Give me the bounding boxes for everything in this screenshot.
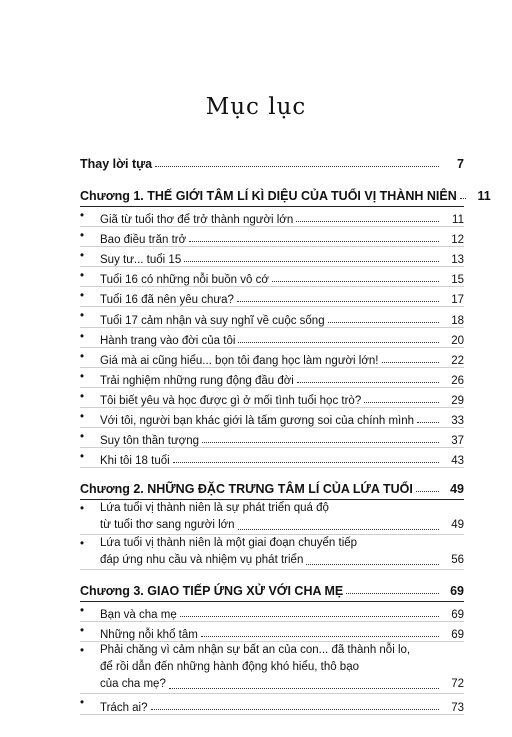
toc-entry[interactable] <box>80 642 464 694</box>
toc-entry[interactable] <box>80 328 464 348</box>
dot-leader <box>151 709 439 710</box>
entry-text: Với tôi, người bạn khác giới là tấm gương soi của chính mình <box>100 415 415 428</box>
dot-leader <box>417 422 439 423</box>
entry-page: 56 <box>451 554 464 567</box>
dot-leader <box>180 616 439 617</box>
entry-page: 12 <box>451 234 464 247</box>
toc-title: Mục lục <box>205 94 307 120</box>
dot-leader <box>189 241 439 242</box>
entry-page: 26 <box>451 374 464 387</box>
bullet-icon: • <box>80 451 85 464</box>
entry-page: 17 <box>451 294 464 307</box>
dot-leader <box>460 198 466 199</box>
entry-text: Giã từ tuổi thơ để trở thành người lớn <box>100 214 294 227</box>
dot-leader <box>306 564 439 565</box>
toc-entry[interactable] <box>80 307 464 327</box>
dot-leader <box>416 491 439 492</box>
dot-leader <box>169 688 439 689</box>
dot-leader <box>155 166 439 167</box>
preface-label: Thay lời tựa <box>80 157 153 171</box>
entry-page: 33 <box>451 415 464 428</box>
dot-leader <box>237 301 439 302</box>
dot-leader <box>346 593 439 594</box>
bullet-icon: • <box>80 290 85 303</box>
dot-leader <box>272 281 439 282</box>
entry-page: 22 <box>451 354 464 367</box>
chapter-page: 49 <box>450 482 464 497</box>
entry-text-line: từ tuổi thơ sang người lớn <box>100 519 235 532</box>
entry-text-line: Lứa tuổi vị thành niên là một giai đoạn chuyển tiếp <box>100 537 358 550</box>
toc-entry[interactable] <box>80 408 464 428</box>
entry-text: Khi tôi 18 tuổi <box>100 455 170 468</box>
entry-text: Suy tôn thần tượng <box>100 435 199 448</box>
toc-entry[interactable] <box>80 267 464 287</box>
entry-page: 11 <box>452 214 464 227</box>
toc-preface[interactable] <box>80 153 464 171</box>
toc-entry[interactable] <box>80 227 464 247</box>
bullet-icon: • <box>80 350 85 363</box>
entry-text-line: để rồi dẫn đến những hành động khó hiểu, thô bạo <box>100 661 359 674</box>
entry-text: Bạn và cha mẹ <box>100 609 177 622</box>
toc-entry[interactable] <box>80 622 464 642</box>
entry-page: 69 <box>451 609 464 622</box>
entry-page: 18 <box>451 314 464 327</box>
entry-page: 69 <box>451 629 464 642</box>
dot-leader <box>364 402 439 403</box>
dot-leader <box>382 362 440 363</box>
dot-leader <box>328 322 439 323</box>
dot-leader <box>238 529 439 530</box>
toc-entry[interactable] <box>80 694 464 714</box>
toc-entry[interactable] <box>80 500 464 535</box>
bullet-icon: • <box>80 310 85 323</box>
toc-entry[interactable] <box>80 602 464 622</box>
dot-leader <box>297 382 439 383</box>
entry-page: 13 <box>451 254 464 267</box>
entry-page: 43 <box>451 455 464 468</box>
chapters-list <box>80 185 491 715</box>
dot-leader <box>173 462 439 463</box>
entry-page: 37 <box>451 435 464 448</box>
entry-text: Giá mà ai cũng hiểu... bọn tôi đang học làm người lớn! <box>100 354 379 367</box>
entry-text: Hành trang vào đời của tôi <box>100 334 236 347</box>
chapter-2-heading[interactable] <box>80 478 464 500</box>
chapter-3-heading[interactable] <box>80 580 464 602</box>
entry-text: Tuổi 16 đã nên yêu chưa? <box>100 294 234 307</box>
preface-page: 7 <box>457 157 464 171</box>
chapter-1-heading[interactable] <box>80 185 491 207</box>
bullet-icon: • <box>80 210 85 222</box>
chapter-label: Chương 3. GIAO TIẾP ỨNG XỬ VỚI CHA MẸ <box>80 584 344 599</box>
dot-leader <box>238 342 439 343</box>
entry-text-line: đáp ứng nhu cầu và nhiệm vụ phát triển <box>100 554 304 567</box>
entry-page: 73 <box>451 701 464 714</box>
entry-text: Những nỗi khổ tâm <box>100 629 198 642</box>
toc-entry[interactable] <box>80 428 464 448</box>
entry-text-line: Phải chăng vì cảm nhận sự bất an của con... đã thành nỗi lo, <box>100 644 411 657</box>
chapter-page: 11 <box>477 189 491 203</box>
entry-text-line: của cha mẹ? <box>100 678 166 691</box>
entry-text: Tuổi 16 có những nỗi buồn vô cớ <box>100 274 269 287</box>
bullet-icon: • <box>80 230 85 243</box>
bullet-icon: • <box>80 503 85 516</box>
table-of-contents <box>80 147 491 715</box>
dot-leader <box>202 442 439 443</box>
toc-entry[interactable] <box>80 287 464 307</box>
entry-text: Bao điều trăn trở <box>100 234 187 247</box>
entry-text: Trách ai? <box>100 701 148 714</box>
entry-text: Trải nghiệm những rung động đầu đời <box>100 374 294 387</box>
entry-text: Tôi biết yêu và học được gì ở mối tình tuổi học trò? <box>100 394 362 407</box>
toc-entry[interactable] <box>80 247 464 267</box>
entry-text: Suy tư... tuổi 15 <box>100 254 182 267</box>
bullet-icon: • <box>80 390 85 403</box>
dot-leader <box>184 261 439 262</box>
toc-entry[interactable] <box>80 388 464 408</box>
bullet-icon: • <box>80 431 85 444</box>
bullet-icon: • <box>80 538 85 551</box>
bullet-icon: • <box>80 410 85 423</box>
chapter-page: 69 <box>450 584 464 599</box>
bullet-icon: • <box>80 645 85 658</box>
bullet-icon: • <box>80 370 85 383</box>
bullet-icon: • <box>80 697 85 710</box>
entry-page: 15 <box>451 274 464 287</box>
toc-entry[interactable] <box>80 368 464 388</box>
toc-entry[interactable] <box>80 207 464 227</box>
bullet-icon: • <box>80 270 85 283</box>
toc-entry[interactable] <box>80 448 464 468</box>
entry-page: 29 <box>451 394 464 407</box>
toc-entry[interactable] <box>80 348 464 368</box>
chapter-label: Chương 1. THẾ GIỚI TÂM LÍ KÌ DIỆU CỦA TUỔI VỊ THÀNH NIÊN <box>80 189 457 203</box>
bullet-icon: • <box>80 250 85 263</box>
dot-leader <box>296 221 439 222</box>
entry-text: Tuổi 17 cảm nhận và suy nghĩ về cuộc sống <box>100 314 325 327</box>
entry-page: 20 <box>451 334 464 347</box>
bullet-icon: • <box>80 605 85 618</box>
entry-text-line: Lứa tuổi vị thành niên là sự phát triển quá độ <box>100 502 329 515</box>
entry-page: 72 <box>451 678 464 691</box>
bullet-icon: • <box>80 330 85 343</box>
dot-leader <box>201 636 439 637</box>
entry-page: 49 <box>451 519 464 532</box>
bullet-icon: • <box>80 625 85 638</box>
chapter-label: Chương 2. NHỮNG ĐẶC TRƯNG TÂM LÍ CỦA LỨA TUỔI <box>80 482 413 497</box>
toc-entry[interactable] <box>80 535 464 570</box>
